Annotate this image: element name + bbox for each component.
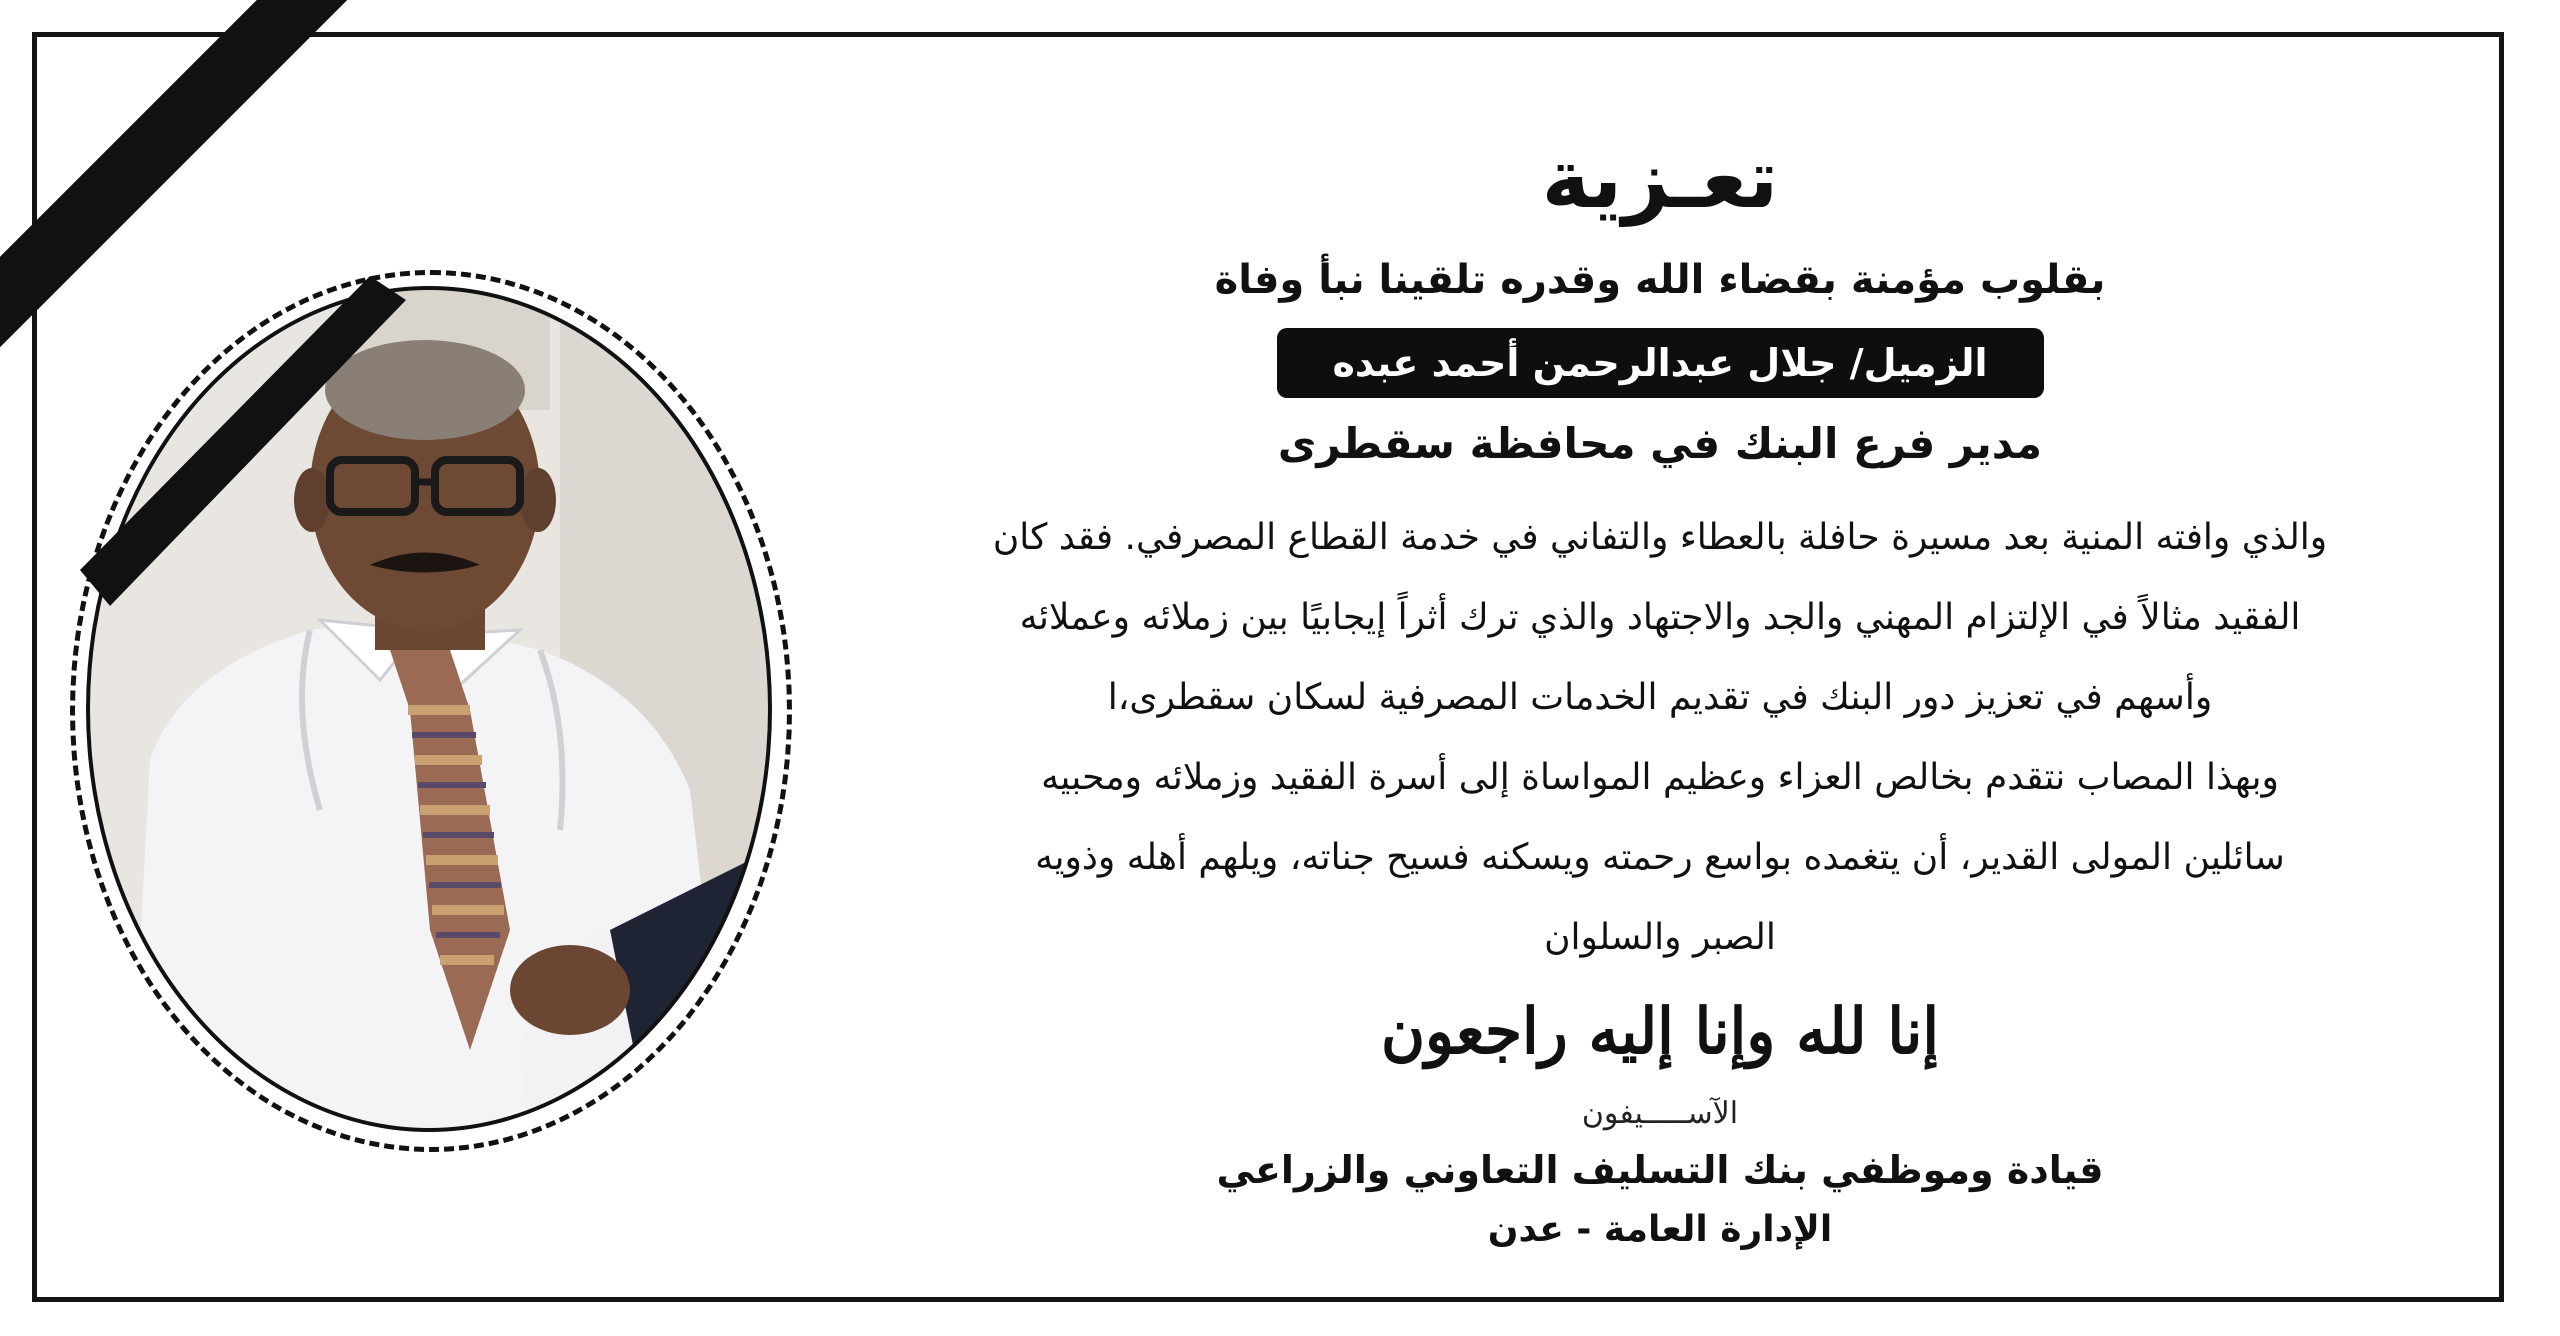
body-line: وبهذا المصاب نتقدم بخالص العزاء وعظيم المواساة إلى أسرة الفقيد وزملائه ومحبيه — [1041, 757, 2279, 798]
organization-name: قيادة وموظفي بنك التسليف التعاوني والزراعي — [1216, 1148, 2104, 1192]
body-line: سائلين المولى القدير، أن يتغمده بواسع رحمته ويسكنه فسيح جناته، ويلهم أهله وذويه — [1035, 837, 2285, 878]
page-title: تعـزية — [1541, 132, 1779, 227]
body-line: وأسهم في تعزيز دور البنك في تقديم الخدمات المصرفية لسكان سقطرى،ا — [1107, 677, 2213, 718]
condolence-body — [880, 498, 2440, 978]
department-name: الإدارة العامة - عدن — [1487, 1209, 1833, 1250]
body-line: الصبر والسلوان — [1544, 917, 1776, 958]
body-line: الفقيد مثالاً في الإلتزام المهني والجد والاجتهاد والذي ترك أثراً إيجابيًا بين زملائه وعملائه — [1019, 597, 2301, 638]
mourners-label: الآســـــيفون — [1581, 1096, 1739, 1131]
body-line: والذي وافته المنية بعد مسيرة حافلة بالعطاء والتفاني في خدمة القطاع المصرفي. فقد كان — [992, 517, 2328, 558]
quranic-calligraphy: إنا لله وإنا إليه راجعون — [1380, 995, 1940, 1069]
deceased-name-badge: الزميل/ جلال عبدالرحمن أحمد عبده — [1277, 328, 2044, 398]
portrait-mourning-ribbon — [70, 270, 790, 1150]
intro-line: بقلوب مؤمنة بقضاء الله وقدره تلقينا نبأ وفاة — [1214, 257, 2106, 303]
portrait-frame — [70, 270, 790, 1150]
deceased-position: مدير فرع البنك في محافظة سقطرى — [1277, 419, 2043, 468]
condolence-text — [880, 130, 2440, 1258]
